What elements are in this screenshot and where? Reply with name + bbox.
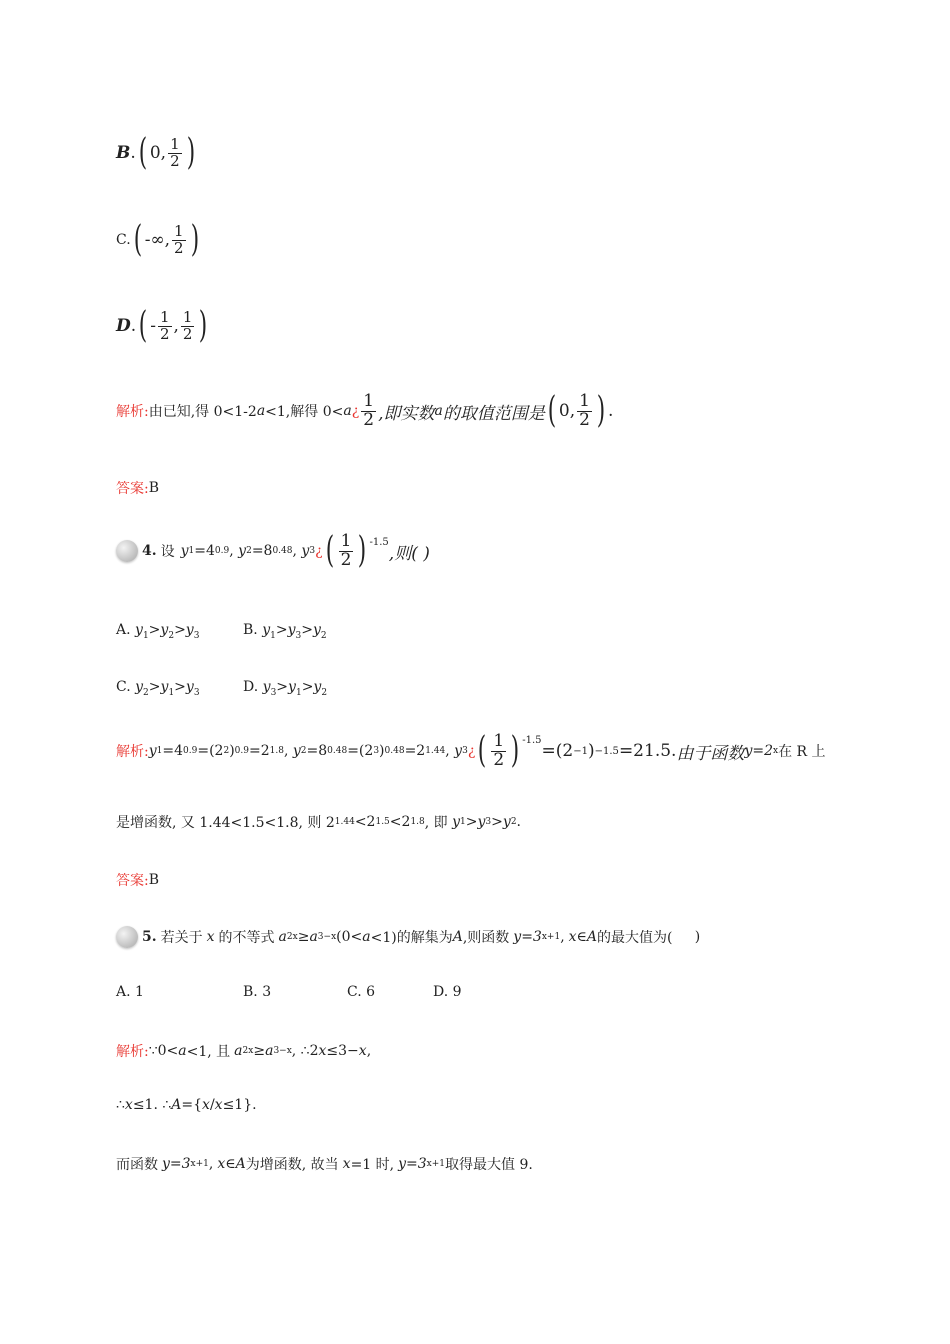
q5-option-c: C. 6 [347,984,376,1000]
answer-3 [116,478,159,498]
solution-5-line-1: 解析: ∵0< a <1, 且 a 2x ≥ a 3−x , ∴2 x ≤3− x , [116,1043,372,1060]
option-label: D [116,316,131,336]
option-label: C. [116,232,131,248]
solution-5-line-3: 而函数 y=3 x+1 , x ∈ A 为增函数, 故当 x =1 时, y=3 x+1 取得最大值 9. [116,1156,533,1173]
question-number: 5. [142,929,157,945]
q4-option-b: B. $y_1>y_3>y_2$ [243,622,327,641]
question-marker-icon [116,540,138,562]
solution-label: 解析: [116,404,149,421]
question-4: 4. 设 y 1 =4 0.9 , y 2 =8 0.48 , y 3 ¿ ( $\frac{1}{2}$ ) $^{-1.5}$ ,则( ) [116,533,430,570]
solution-5-line-2: ∴ x ≤1. ∴ A ={ x / x ≤1}. [116,1097,257,1113]
q4-option-a: A. $y_1>y_2>y_3$ [116,622,200,641]
q4-option-c: C. $y_2>y_1>y_3$ [116,679,200,698]
answer-label: 答案: [116,481,149,497]
question-marker-icon [116,926,138,948]
fraction: $\frac{1}{2}$ [340,531,352,570]
answer-label: 答案: [116,873,149,889]
option-b: B . ( 0 , $\frac{1}{2}$ ) [116,132,195,173]
q5-option-d: D. 9 [433,984,462,1000]
answer-4 [116,870,159,890]
option-label: B [116,143,131,163]
solution-label: 解析: [116,1044,149,1060]
fraction: $\frac{1}{2}$ [174,221,184,257]
question-number: 4. [142,543,157,560]
question-5: 5. 若关于 x 的不等式 a 2x ≥ a 3−x (0< a <1)的解集为 A ,则函数 y=3 x+1 , x ∈ A 的最大值为( ) [116,926,700,948]
option-d: D . ( - $\frac{1}{2}$ , $\frac{1}{2}$ ) [116,305,208,346]
fraction: $\frac{1}{2}$ [493,731,505,770]
answer-value: B [148,480,160,496]
answer-value: B [148,872,160,888]
fraction: $\frac{1}{2}$ [579,391,590,430]
solution-4-line-1: 解析: y 1 =4 0.9 =(2 2 ) 0.9 =2 1.8 , y 2 =8 0.48 =(2 3 ) 0.48 =2 1.44 , y 3 ¿ ( $\frac{1}{2}$ ) $^{-1.5}$ =(2 −1 ) −1.5 =21.5. 由于函数 y=2 x 在 R 上 [116,730,826,772]
fraction: $\frac{1}{2}$ [159,307,170,343]
fraction: $\frac{1}{2}$ [363,391,375,430]
q5-option-b: B. 3 [243,984,272,1000]
option-c: C. ( -∞ , $\frac{1}{2}$ ) [116,219,199,260]
solution-4-line-2: 是增函数, 又 1.44<1.5<1.8, 则 2 1.44 <2 1.5 <2 1.8 , 即 y 1 > y 3 > y 2 . [116,814,521,831]
fraction: $\frac{1}{2}$ [182,307,193,343]
q4-option-d: D. $y_3>y_1>y_2$ [243,679,328,698]
solution-3: 解析: 由已知,得 0<1-2 a <1,解得 0< a ¿ $\frac{1}{2}$ ,即实数 a 的取值范围是 ( 0 , $\frac{1}{2}$ ) . [116,390,614,432]
fraction: $\frac{1}{2}$ [170,134,180,170]
solution-label: 解析: [116,744,149,761]
q5-option-a: A. 1 [116,984,144,1000]
